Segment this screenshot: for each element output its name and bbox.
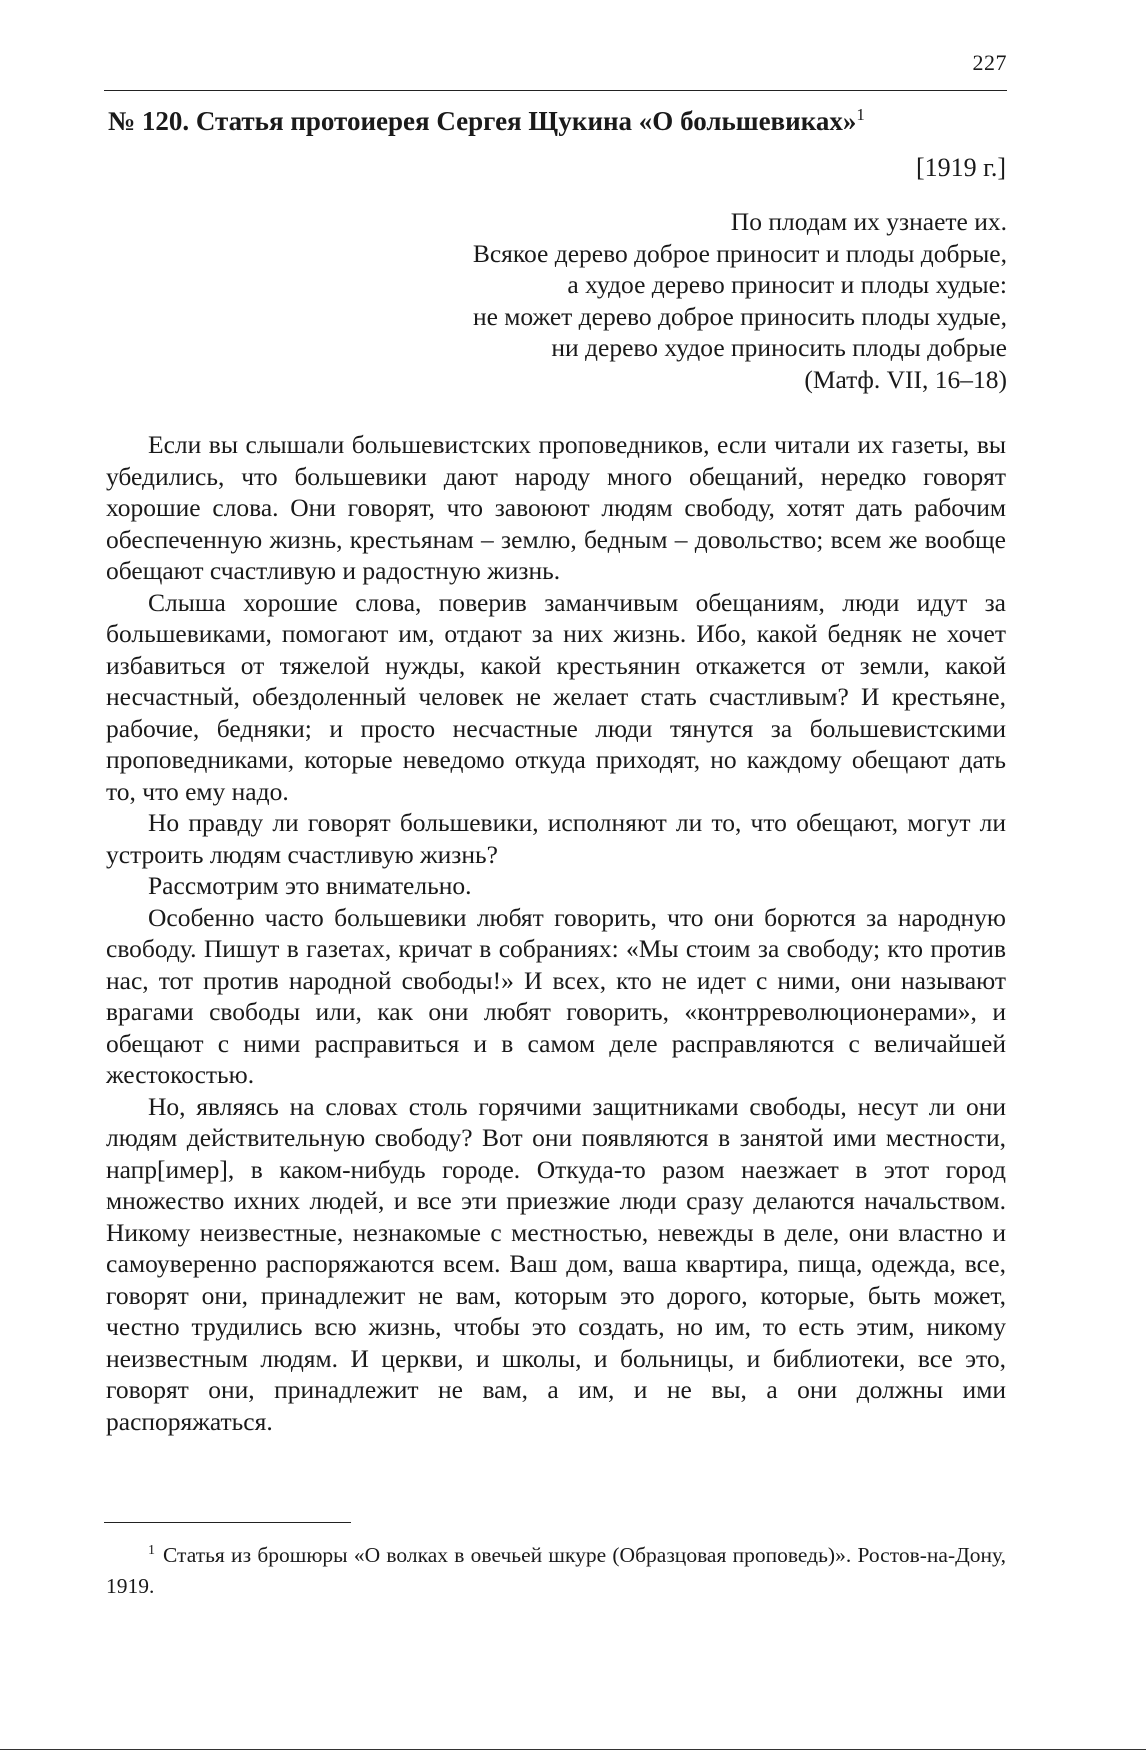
paragraph: Но правду ли говорят большевики, исполняют ли то, что обещают, могут ли устроить людям счастливую жизнь?	[106, 808, 1006, 869]
footnote-marker: 1	[148, 1542, 155, 1558]
paragraph: Рассмотрим это внимательно.	[148, 871, 472, 900]
epigraph-line: По плодам их узнаете их.	[730, 207, 1007, 236]
paragraph: Но, являясь на словах столь горячими защитниками свободы, несут ли они людям действительную свободу? Вот они появляются в занятой ими местности, напр[имер], в каком-нибудь городе. Откуда-то разом наезжает в этот город множество ихних людей, и все эти приезжие люди сразу делаются начальством. Никому неизвестные, незнакомые с местностью, невежды в деле, они властно и самоуверенно распоряжаются всем. Ваш дом, ваша квартира, пища, одежда, все, говорят они, принадлежит не вам, которым это дорого, которые, быть может, честно трудились всю жизнь, чтобы это создать, но им, то есть этим, никому неизвестным людям. И церкви, и школы, и больницы, и библиотеки, все это, говорят они, принадлежит не вам, а им, и не вы, а они должны ими распоряжаться.	[106, 1091, 1006, 1436]
document-title-text: № 120. Статья протоиерея Сергея Щукина «О большевиках»	[108, 106, 857, 136]
paragraph: Особенно часто большевики любят говорить, что они борются за народную свободу. Пишут в газетах, кричат в собраниях: «Мы стоим за свободу; кто против нас, тот против народной свободы!» И всех, кто не идет с ними, они называют врагами свободы или, как они любят говорить, «контрреволюционерами», и обещают с ними расправиться и в самом деле расправляются с величайшей жестокостью.	[106, 902, 1006, 1089]
epigraph-line: а худое дерево приносит и плоды худые:	[567, 270, 1007, 299]
document-date: [1919 г.]	[915, 153, 1006, 182]
page-number: 227	[972, 50, 1007, 75]
header-rule	[104, 90, 1007, 91]
epigraph-line: ни дерево худое приносить плоды добрые	[551, 333, 1007, 362]
title-footnote-marker[interactable]: 1	[856, 105, 865, 124]
article-body	[106, 429, 1006, 1437]
bottom-rule	[0, 1749, 1146, 1750]
paragraph: Если вы слышали большевистских проповедников, если читали их газеты, вы убедились, что большевики дают народу много обещаний, нередко говорят хорошие слова. Они говорят, что завоюют людям свободу, хотят дать рабочим обеспеченную жизнь, крестьянам – землю, бедным – довольство; всем же вообще обещают счастливую и радостную жизнь.	[106, 430, 1006, 585]
epigraph-line: Всякое дерево доброе приносит и плоды добрые,	[472, 238, 1007, 268]
epigraph	[187, 206, 1007, 395]
epigraph-line: не может дерево доброе приносить плоды худые,	[472, 301, 1007, 331]
footnote	[106, 1540, 1006, 1602]
document-title	[108, 106, 1008, 137]
paragraph: Слыша хорошие слова, поверив заманчивым обещаниям, люди идут за большевиками, помогают им, отдают за них жизнь. Ибо, какой бедняк не хочет избавиться от тяжелой нужды, какой крестьянин откажется от земли, какой несчастный, обездоленный человек не желает стать счастливым? И крестьяне, рабочие, бедняки; и просто несчастные люди тянутся за большевистскими проповедниками, которые неведомо откуда приходят, но каждому обещают дать то, что ему надо.	[106, 587, 1006, 806]
epigraph-source: (Матф. VII, 16–18)	[804, 364, 1007, 394]
footnote-rule	[104, 1522, 351, 1523]
footnote-text: Статья из брошюры «О волках в овечьей шкуре (Образцовая проповедь)». Ростов-на-Дону, 1919.	[106, 1543, 1006, 1598]
